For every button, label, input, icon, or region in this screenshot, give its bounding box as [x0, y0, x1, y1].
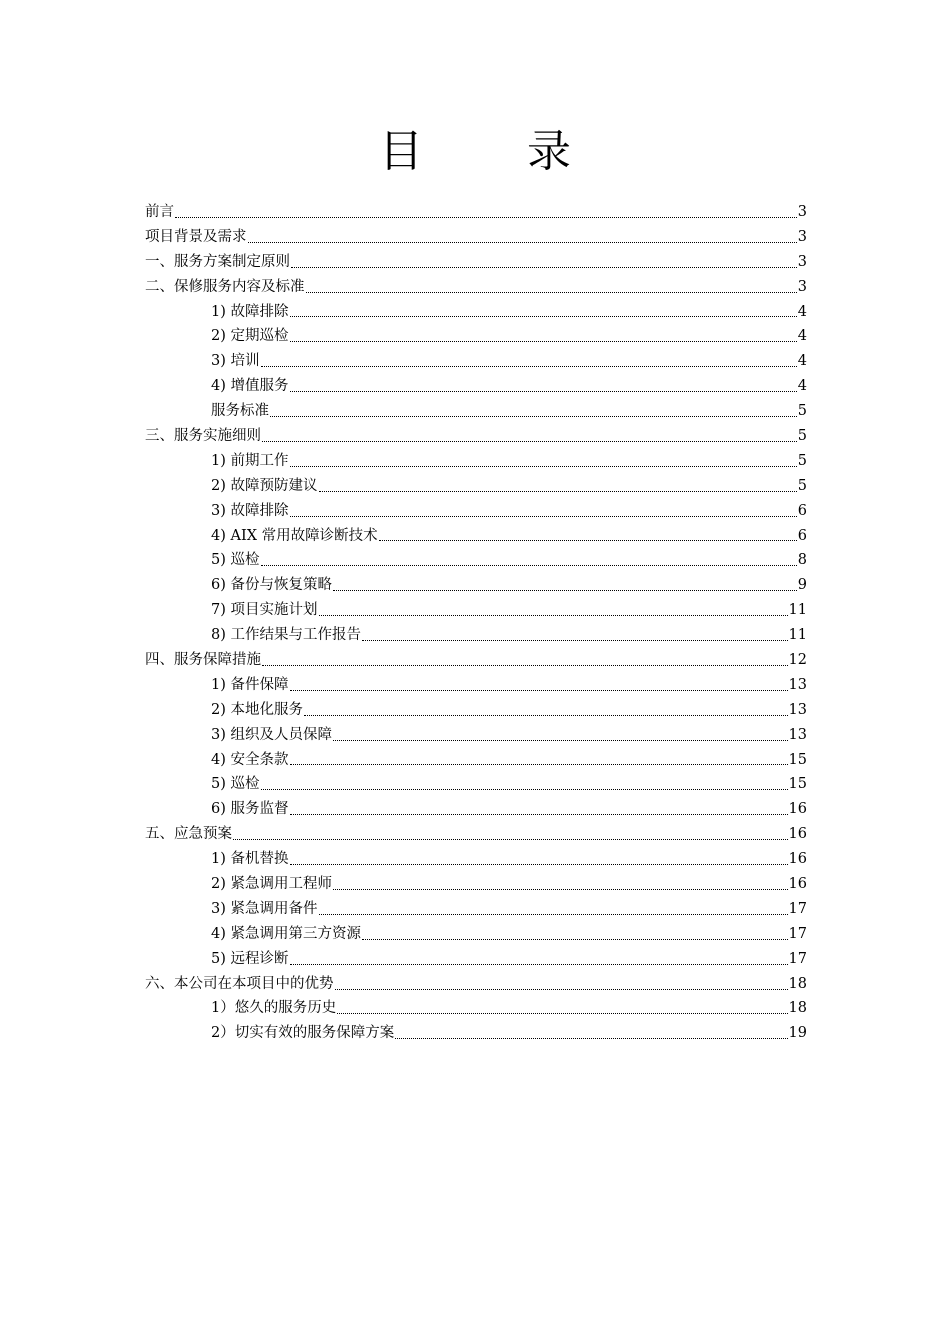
toc-entry[interactable] — [145, 474, 807, 499]
toc-entry-page-number: 3 — [797, 228, 807, 245]
toc-dot-leader — [306, 292, 797, 293]
toc-dot-leader — [262, 665, 788, 666]
toc-entry-label: 2）切实有效的服务保障方案 — [211, 1025, 395, 1042]
toc-dot-leader — [262, 441, 797, 442]
toc-entry-label: 4) 安全条款 — [211, 751, 289, 768]
toc-dot-leader — [261, 565, 797, 566]
toc-entry-page-number: 4 — [797, 328, 807, 345]
toc-entry-label: 2) 故障预防建议 — [211, 477, 318, 494]
toc-entry-label: 3) 故障排除 — [211, 502, 289, 519]
toc-dot-leader — [261, 366, 797, 367]
toc-dot-leader — [379, 540, 797, 541]
toc-dot-leader — [319, 491, 797, 492]
toc-dot-leader — [290, 316, 797, 317]
toc-entry[interactable] — [145, 623, 807, 648]
toc-dot-leader — [304, 715, 788, 716]
toc-entry[interactable] — [145, 922, 807, 947]
toc-entry-page-number: 17 — [788, 925, 807, 942]
toc-dot-leader — [333, 740, 788, 741]
toc-dot-leader — [337, 1013, 787, 1014]
toc-dot-leader — [270, 416, 797, 417]
toc-entry-page-number: 5 — [797, 403, 807, 420]
toc-entry-page-number: 16 — [788, 801, 807, 818]
toc-entry-label: 4) 增值服务 — [211, 378, 289, 395]
toc-entry[interactable] — [145, 947, 807, 972]
toc-entry-label: 前言 — [145, 203, 174, 220]
toc-entry-label: 一、服务方案制定原则 — [145, 253, 290, 270]
toc-entry-label: 5) 远程诊断 — [211, 950, 289, 967]
toc-entry-label: 1) 备机替换 — [211, 851, 289, 868]
toc-entry-page-number: 12 — [788, 652, 807, 669]
toc-dot-leader — [362, 939, 788, 940]
toc-entry-page-number: 13 — [788, 701, 807, 718]
toc-entry-label: 2) 紧急调用工程师 — [211, 876, 332, 893]
toc-entry-label: 2) 定期巡检 — [211, 328, 289, 345]
toc-dot-leader — [290, 864, 788, 865]
toc-entry-page-number: 18 — [788, 975, 807, 992]
toc-entry-label: 3) 组织及人员保障 — [211, 726, 332, 743]
toc-entry-page-number: 6 — [797, 527, 807, 544]
toc-entry-page-number: 3 — [797, 203, 807, 220]
toc-entry-page-number: 5 — [797, 452, 807, 469]
toc-entry-page-number: 6 — [797, 502, 807, 519]
toc-entry[interactable] — [145, 548, 807, 573]
toc-entry[interactable] — [145, 648, 807, 673]
toc-entry-label: 三、服务实施细则 — [145, 428, 261, 444]
toc-entry-page-number: 8 — [797, 552, 807, 569]
toc-entry-page-number: 4 — [797, 303, 807, 320]
toc-entry-page-number: 3 — [797, 278, 807, 295]
toc-entry[interactable] — [145, 723, 807, 748]
toc-entry-label: 1) 前期工作 — [211, 452, 289, 469]
toc-entry-label: 5) 巡检 — [211, 776, 260, 793]
toc-dot-leader — [290, 341, 797, 342]
toc-dot-leader — [233, 839, 788, 840]
toc-entry-page-number: 13 — [788, 676, 807, 693]
toc-entry[interactable] — [145, 872, 807, 897]
toc-dot-leader — [290, 690, 788, 691]
toc-dot-leader — [291, 267, 797, 268]
toc-entry[interactable] — [145, 349, 807, 374]
toc-entry-label: 五、应急预案 — [145, 826, 232, 843]
toc-dot-leader — [335, 989, 788, 990]
toc-entry[interactable] — [145, 972, 807, 997]
toc-dot-leader — [290, 516, 797, 517]
toc-entry-page-number: 9 — [797, 577, 807, 594]
toc-entry-label: 2) 本地化服务 — [211, 701, 303, 718]
table-of-contents — [145, 200, 807, 1046]
toc-title: 目 录 — [379, 126, 601, 177]
toc-entry-label: 二、保修服务内容及标准 — [145, 278, 305, 295]
toc-dot-leader — [290, 814, 788, 815]
toc-entry[interactable] — [145, 698, 807, 723]
toc-entry[interactable] — [145, 300, 807, 325]
toc-entry-page-number: 4 — [797, 353, 807, 370]
toc-entry[interactable] — [145, 598, 807, 623]
toc-entry[interactable] — [145, 772, 807, 797]
toc-entry-label: 7) 项目实施计划 — [211, 602, 318, 619]
toc-entry[interactable] — [145, 250, 807, 275]
toc-entry-label: 六、本公司在本项目中的优势 — [145, 975, 334, 992]
toc-dot-leader — [290, 764, 788, 765]
toc-entry[interactable] — [145, 1021, 807, 1046]
toc-entry[interactable] — [145, 449, 807, 474]
toc-entry-label: 4) 紧急调用第三方资源 — [211, 925, 361, 942]
toc-dot-leader — [290, 466, 797, 467]
toc-entry-page-number: 5 — [797, 477, 807, 494]
toc-entry[interactable] — [145, 797, 807, 822]
toc-entry[interactable] — [145, 399, 807, 424]
toc-entry[interactable] — [145, 847, 807, 872]
toc-entry[interactable] — [145, 374, 807, 399]
toc-entry-page-number: 15 — [788, 776, 807, 793]
toc-entry[interactable] — [145, 573, 807, 598]
toc-entry-page-number: 13 — [788, 726, 807, 743]
toc-entry-label: 4) AIX 常用故障诊断技术 — [211, 527, 378, 544]
toc-entry[interactable] — [145, 499, 807, 524]
toc-entry-page-number: 4 — [797, 378, 807, 395]
toc-entry-label: 8) 工作结果与工作报告 — [211, 627, 361, 644]
toc-dot-leader — [261, 789, 788, 790]
toc-entry-page-number: 11 — [788, 627, 807, 644]
toc-dot-leader — [290, 964, 788, 965]
toc-entry-label: 3) 紧急调用备件 — [211, 900, 318, 917]
toc-entry-label: 服务标准 — [211, 403, 269, 420]
toc-entry-label: 四、服务保障措施 — [145, 652, 261, 669]
toc-entry-page-number: 11 — [788, 602, 807, 619]
toc-entry[interactable] — [145, 275, 807, 300]
toc-dot-leader — [395, 1038, 787, 1039]
toc-entry[interactable] — [145, 673, 807, 698]
toc-entry-label: 1) 故障排除 — [211, 303, 289, 320]
toc-entry-page-number: 17 — [788, 950, 807, 967]
toc-entry[interactable] — [145, 822, 807, 847]
toc-entry-page-number: 18 — [788, 1000, 807, 1017]
toc-dot-leader — [333, 889, 788, 890]
toc-dot-leader — [319, 914, 788, 915]
toc-entry-page-number: 16 — [788, 826, 807, 843]
toc-entry-label: 1）悠久的服务历史 — [211, 1000, 337, 1017]
toc-entry[interactable] — [145, 324, 807, 349]
toc-dot-leader — [175, 217, 797, 218]
toc-entry[interactable] — [145, 424, 807, 449]
toc-entry[interactable] — [145, 524, 807, 549]
toc-dot-leader — [319, 615, 788, 616]
toc-entry-page-number: 5 — [797, 428, 807, 444]
toc-entry-page-number: 16 — [788, 876, 807, 893]
toc-entry[interactable] — [145, 200, 807, 225]
toc-entry[interactable] — [145, 997, 807, 1022]
toc-dot-leader — [362, 640, 788, 641]
toc-entry-label: 项目背景及需求 — [145, 228, 247, 245]
toc-entry[interactable] — [145, 225, 807, 250]
toc-entry-label: 6) 备份与恢复策略 — [211, 577, 332, 594]
toc-entry[interactable] — [145, 897, 807, 922]
toc-entry-label: 5) 巡检 — [211, 552, 260, 569]
toc-entry-page-number: 3 — [797, 253, 807, 270]
toc-dot-leader — [290, 391, 797, 392]
toc-dot-leader — [333, 590, 797, 591]
toc-entry-label: 1) 备件保障 — [211, 676, 289, 693]
toc-entry-label: 6) 服务监督 — [211, 801, 289, 818]
toc-entry-page-number: 17 — [788, 900, 807, 917]
toc-entry-label: 3) 培训 — [211, 353, 260, 370]
toc-entry-page-number: 15 — [788, 751, 807, 768]
toc-entry-page-number: 19 — [788, 1025, 807, 1042]
toc-dot-leader — [248, 242, 797, 243]
toc-entry-page-number: 16 — [788, 851, 807, 868]
toc-entry[interactable] — [145, 748, 807, 773]
